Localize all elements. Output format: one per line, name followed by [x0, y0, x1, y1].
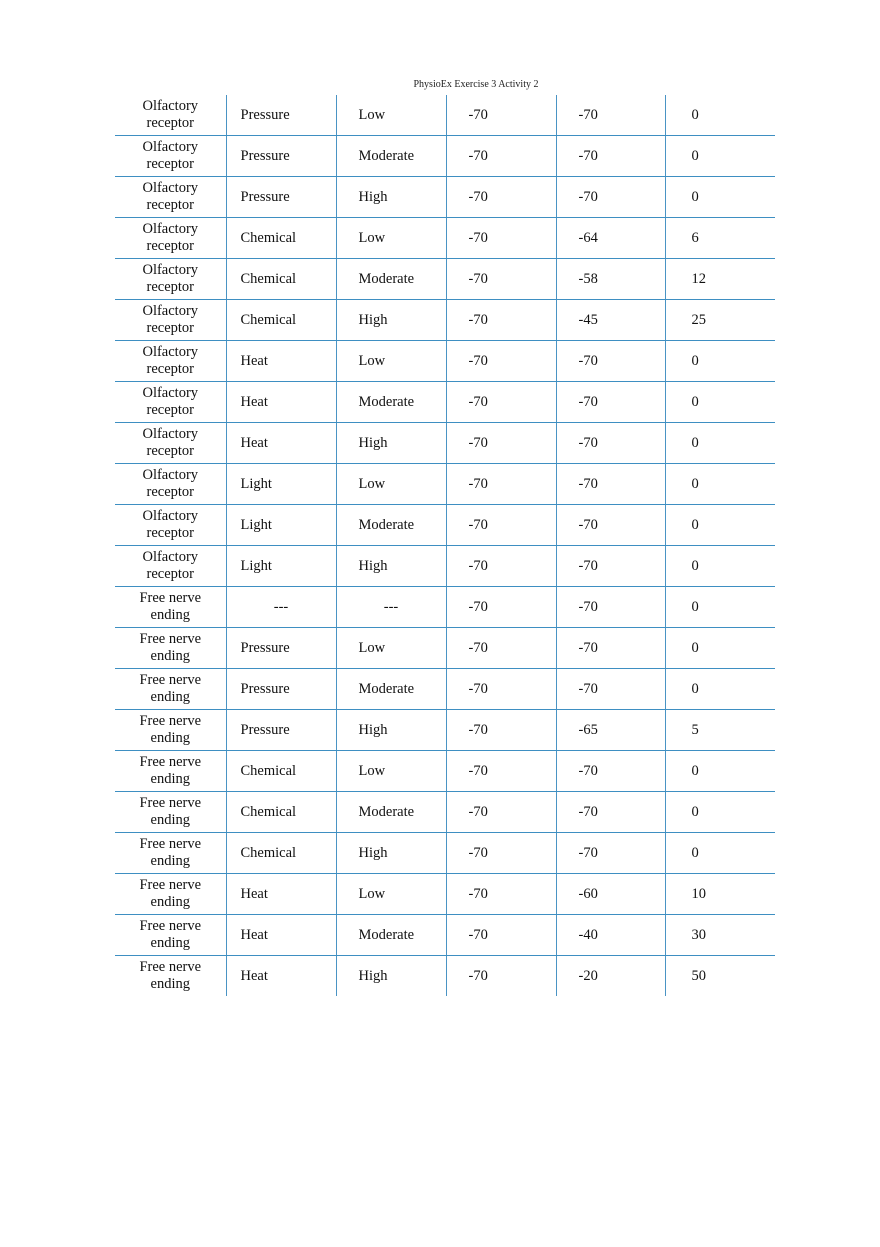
intensity-cell	[336, 382, 446, 423]
potential-change-cell	[665, 382, 775, 423]
modality-cell	[226, 669, 336, 710]
potential-change-cell-text: 0	[691, 639, 699, 656]
modality-cell	[226, 915, 336, 956]
receptor-cell	[115, 464, 226, 505]
receptor-cell-text: Olfactory receptor	[142, 508, 199, 541]
modality-cell-text: Heat	[240, 352, 268, 369]
receptor-cell-text: Free nerve ending	[139, 877, 202, 910]
potential-change-cell-text: 0	[691, 106, 699, 123]
modality-cell	[226, 505, 336, 546]
resting-potential-cell	[446, 177, 556, 218]
receptor-potential-cell-text: -70	[578, 188, 598, 205]
potential-change-cell-text: 0	[691, 598, 699, 615]
resting-potential-cell-text: -70	[468, 639, 488, 656]
resting-potential-cell-text: -70	[468, 311, 488, 328]
modality-cell-text: Pressure	[240, 639, 290, 656]
receptor-cell	[115, 95, 226, 136]
intensity-cell	[336, 300, 446, 341]
receptor-cell	[115, 956, 226, 997]
receptor-cell-text: Olfactory receptor	[142, 344, 199, 377]
receptor-potential-cell	[556, 751, 665, 792]
receptor-cell	[115, 218, 226, 259]
receptor-potential-cell	[556, 833, 665, 874]
intensity-cell	[336, 177, 446, 218]
table-row	[115, 177, 775, 218]
intensity-cell	[336, 95, 446, 136]
potential-change-cell	[665, 956, 775, 997]
receptor-potential-cell	[556, 95, 665, 136]
resting-potential-cell	[446, 546, 556, 587]
intensity-cell-text: High	[358, 188, 388, 205]
receptor-potential-cell-text: -70	[578, 639, 598, 656]
receptor-cell	[115, 546, 226, 587]
receptor-cell	[115, 710, 226, 751]
intensity-cell-text: Moderate	[358, 270, 415, 287]
receptor-potential-cell	[556, 136, 665, 177]
receptor-potential-cell-text: -60	[578, 885, 598, 902]
resting-potential-cell-text: -70	[468, 926, 488, 943]
receptor-cell-text: Free nerve ending	[139, 959, 202, 992]
intensity-cell	[336, 628, 446, 669]
potential-change-cell	[665, 464, 775, 505]
resting-potential-cell	[446, 628, 556, 669]
receptor-cell	[115, 751, 226, 792]
intensity-cell-text: ---	[383, 598, 399, 615]
resting-potential-cell-text: -70	[468, 721, 488, 738]
modality-cell	[226, 218, 336, 259]
resting-potential-cell	[446, 956, 556, 997]
receptor-potential-cell	[556, 423, 665, 464]
receptor-potential-cell	[556, 915, 665, 956]
table-row	[115, 505, 775, 546]
table-row	[115, 423, 775, 464]
resting-potential-cell	[446, 587, 556, 628]
table-row	[115, 382, 775, 423]
modality-cell	[226, 833, 336, 874]
modality-cell	[226, 587, 336, 628]
receptor-cell-text: Free nerve ending	[139, 754, 202, 787]
intensity-cell	[336, 587, 446, 628]
receptor-potential-cell-text: -70	[578, 762, 598, 779]
intensity-cell-text: Low	[358, 639, 386, 656]
modality-cell	[226, 792, 336, 833]
receptor-potential-cell-text: -65	[578, 721, 598, 738]
receptor-cell-text: Olfactory receptor	[142, 221, 199, 254]
resting-potential-cell-text: -70	[468, 270, 488, 287]
potential-change-cell	[665, 300, 775, 341]
receptor-cell	[115, 915, 226, 956]
resting-potential-cell-text: -70	[468, 393, 488, 410]
resting-potential-cell-text: -70	[468, 844, 488, 861]
receptor-potential-cell-text: -70	[578, 475, 598, 492]
intensity-cell	[336, 874, 446, 915]
receptor-cell-text: Free nerve ending	[139, 795, 202, 828]
receptor-cell	[115, 587, 226, 628]
potential-change-cell-text: 50	[691, 967, 706, 984]
receptor-cell	[115, 177, 226, 218]
receptor-cell-text: Olfactory receptor	[142, 262, 199, 295]
intensity-cell	[336, 669, 446, 710]
modality-cell-text: Pressure	[240, 721, 290, 738]
modality-cell-text: ---	[273, 598, 289, 615]
resting-potential-cell	[446, 505, 556, 546]
potential-change-cell	[665, 669, 775, 710]
intensity-cell-text: Low	[358, 885, 386, 902]
receptor-potential-cell-text: -70	[578, 434, 598, 451]
intensity-cell-text: Moderate	[358, 926, 415, 943]
receptor-potential-cell	[556, 956, 665, 997]
receptor-cell-text: Olfactory receptor	[142, 180, 199, 213]
resting-potential-cell-text: -70	[468, 147, 488, 164]
table-row	[115, 833, 775, 874]
potential-change-cell	[665, 341, 775, 382]
receptor-cell-text: Olfactory receptor	[142, 426, 199, 459]
potential-change-cell	[665, 177, 775, 218]
receptor-potential-cell-text: -70	[578, 803, 598, 820]
intensity-cell	[336, 218, 446, 259]
potential-change-cell-text: 0	[691, 803, 699, 820]
resting-potential-cell	[446, 751, 556, 792]
resting-potential-cell-text: -70	[468, 352, 488, 369]
resting-potential-cell-text: -70	[468, 557, 488, 574]
modality-cell-text: Chemical	[240, 229, 297, 246]
table-row	[115, 341, 775, 382]
resting-potential-cell	[446, 218, 556, 259]
modality-cell	[226, 95, 336, 136]
receptor-cell-text: Free nerve ending	[139, 631, 202, 664]
intensity-cell-text: Moderate	[358, 516, 415, 533]
receptor-potential-cell	[556, 874, 665, 915]
resting-potential-cell	[446, 382, 556, 423]
modality-cell-text: Chemical	[240, 311, 297, 328]
modality-cell	[226, 382, 336, 423]
intensity-cell-text: High	[358, 434, 388, 451]
modality-cell-text: Pressure	[240, 147, 290, 164]
modality-cell-text: Heat	[240, 967, 268, 984]
resting-potential-cell-text: -70	[468, 598, 488, 615]
intensity-cell	[336, 341, 446, 382]
intensity-cell-text: High	[358, 311, 388, 328]
modality-cell	[226, 546, 336, 587]
modality-cell	[226, 751, 336, 792]
intensity-cell-text: Low	[358, 229, 386, 246]
modality-cell-text: Heat	[240, 926, 268, 943]
resting-potential-cell-text: -70	[468, 762, 488, 779]
potential-change-cell	[665, 874, 775, 915]
table-row	[115, 710, 775, 751]
table-row	[115, 792, 775, 833]
table-body	[115, 95, 775, 996]
receptor-cell	[115, 669, 226, 710]
resting-potential-cell	[446, 669, 556, 710]
resting-potential-cell-text: -70	[468, 229, 488, 246]
intensity-cell	[336, 792, 446, 833]
intensity-cell	[336, 833, 446, 874]
potential-change-cell	[665, 95, 775, 136]
receptor-potential-cell	[556, 464, 665, 505]
modality-cell	[226, 300, 336, 341]
modality-cell	[226, 464, 336, 505]
receptor-cell	[115, 833, 226, 874]
potential-change-cell-text: 0	[691, 434, 699, 451]
table-row	[115, 464, 775, 505]
intensity-cell	[336, 546, 446, 587]
receptor-potential-cell-text: -70	[578, 516, 598, 533]
page-header: PhysioEx Exercise 3 Activity 2	[413, 79, 539, 90]
intensity-cell	[336, 136, 446, 177]
intensity-cell	[336, 915, 446, 956]
resting-potential-cell	[446, 915, 556, 956]
receptor-potential-cell-text: -70	[578, 598, 598, 615]
resting-potential-cell	[446, 95, 556, 136]
receptor-cell-text: Olfactory receptor	[142, 303, 199, 336]
potential-change-cell-text: 0	[691, 188, 699, 205]
receptor-potential-cell-text: -70	[578, 557, 598, 574]
potential-change-cell-text: 30	[691, 926, 706, 943]
modality-cell-text: Light	[240, 475, 272, 492]
potential-change-cell-text: 0	[691, 393, 699, 410]
receptor-cell-text: Free nerve ending	[139, 713, 202, 746]
table-row	[115, 751, 775, 792]
receptor-potential-cell-text: -40	[578, 926, 598, 943]
results-table	[115, 95, 775, 996]
modality-cell	[226, 628, 336, 669]
potential-change-cell-text: 5	[691, 721, 699, 738]
resting-potential-cell-text: -70	[468, 188, 488, 205]
modality-cell-text: Chemical	[240, 762, 297, 779]
table-row	[115, 300, 775, 341]
intensity-cell-text: High	[358, 557, 388, 574]
resting-potential-cell	[446, 300, 556, 341]
potential-change-cell-text: 6	[691, 229, 699, 246]
modality-cell-text: Light	[240, 557, 272, 574]
resting-potential-cell	[446, 833, 556, 874]
receptor-potential-cell-text: -20	[578, 967, 598, 984]
potential-change-cell-text: 0	[691, 680, 699, 697]
table-row	[115, 546, 775, 587]
receptor-cell	[115, 136, 226, 177]
table-row	[115, 956, 775, 997]
intensity-cell-text: High	[358, 967, 388, 984]
receptor-cell-text: Free nerve ending	[139, 590, 202, 623]
resting-potential-cell-text: -70	[468, 967, 488, 984]
intensity-cell	[336, 464, 446, 505]
modality-cell-text: Chemical	[240, 844, 297, 861]
receptor-cell-text: Olfactory receptor	[142, 549, 199, 582]
receptor-cell-text: Free nerve ending	[139, 836, 202, 869]
intensity-cell-text: Moderate	[358, 393, 415, 410]
intensity-cell	[336, 751, 446, 792]
modality-cell-text: Heat	[240, 885, 268, 902]
receptor-potential-cell-text: -64	[578, 229, 598, 246]
potential-change-cell	[665, 915, 775, 956]
resting-potential-cell	[446, 792, 556, 833]
intensity-cell-text: Moderate	[358, 680, 415, 697]
potential-change-cell	[665, 218, 775, 259]
receptor-cell	[115, 423, 226, 464]
potential-change-cell-text: 0	[691, 762, 699, 779]
modality-cell-text: Chemical	[240, 803, 297, 820]
modality-cell-text: Chemical	[240, 270, 297, 287]
intensity-cell-text: Low	[358, 762, 386, 779]
modality-cell	[226, 874, 336, 915]
potential-change-cell-text: 0	[691, 475, 699, 492]
table-row	[115, 218, 775, 259]
modality-cell-text: Pressure	[240, 680, 290, 697]
modality-cell-text: Heat	[240, 434, 268, 451]
intensity-cell-text: Low	[358, 106, 386, 123]
table-row	[115, 587, 775, 628]
potential-change-cell	[665, 423, 775, 464]
resting-potential-cell	[446, 710, 556, 751]
intensity-cell-text: High	[358, 844, 388, 861]
intensity-cell-text: Low	[358, 352, 386, 369]
modality-cell	[226, 423, 336, 464]
resting-potential-cell-text: -70	[468, 106, 488, 123]
potential-change-cell	[665, 833, 775, 874]
table-row	[115, 915, 775, 956]
potential-change-cell	[665, 628, 775, 669]
receptor-cell	[115, 874, 226, 915]
modality-cell	[226, 177, 336, 218]
receptor-cell-text: Free nerve ending	[139, 918, 202, 951]
modality-cell-text: Heat	[240, 393, 268, 410]
intensity-cell	[336, 710, 446, 751]
potential-change-cell-text: 10	[691, 885, 706, 902]
resting-potential-cell	[446, 464, 556, 505]
potential-change-cell-text: 25	[691, 311, 706, 328]
receptor-potential-cell-text: -70	[578, 147, 598, 164]
potential-change-cell	[665, 710, 775, 751]
modality-cell	[226, 710, 336, 751]
intensity-cell-text: Low	[358, 475, 386, 492]
receptor-cell-text: Free nerve ending	[139, 672, 202, 705]
receptor-cell-text: Olfactory receptor	[142, 98, 199, 131]
resting-potential-cell-text: -70	[468, 434, 488, 451]
intensity-cell	[336, 259, 446, 300]
potential-change-cell	[665, 587, 775, 628]
receptor-cell	[115, 341, 226, 382]
receptor-potential-cell-text: -70	[578, 393, 598, 410]
potential-change-cell	[665, 259, 775, 300]
potential-change-cell	[665, 136, 775, 177]
receptor-potential-cell-text: -70	[578, 680, 598, 697]
table-row	[115, 95, 775, 136]
receptor-potential-cell	[556, 628, 665, 669]
potential-change-cell-text: 0	[691, 557, 699, 574]
receptor-potential-cell	[556, 505, 665, 546]
potential-change-cell-text: 0	[691, 352, 699, 369]
intensity-cell-text: Moderate	[358, 147, 415, 164]
resting-potential-cell-text: -70	[468, 516, 488, 533]
table-row	[115, 669, 775, 710]
receptor-potential-cell-text: -45	[578, 311, 598, 328]
modality-cell	[226, 341, 336, 382]
receptor-cell-text: Olfactory receptor	[142, 139, 199, 172]
receptor-potential-cell	[556, 669, 665, 710]
modality-cell	[226, 136, 336, 177]
table-row	[115, 136, 775, 177]
potential-change-cell	[665, 505, 775, 546]
resting-potential-cell	[446, 136, 556, 177]
table-row	[115, 259, 775, 300]
receptor-potential-cell	[556, 587, 665, 628]
modality-cell	[226, 259, 336, 300]
resting-potential-cell	[446, 874, 556, 915]
intensity-cell	[336, 956, 446, 997]
intensity-cell	[336, 505, 446, 546]
receptor-potential-cell-text: -70	[578, 106, 598, 123]
receptor-potential-cell-text: -70	[578, 844, 598, 861]
receptor-potential-cell	[556, 382, 665, 423]
receptor-cell	[115, 505, 226, 546]
receptor-potential-cell	[556, 218, 665, 259]
receptor-cell	[115, 628, 226, 669]
resting-potential-cell	[446, 423, 556, 464]
modality-cell-text: Pressure	[240, 106, 290, 123]
resting-potential-cell-text: -70	[468, 885, 488, 902]
potential-change-cell	[665, 751, 775, 792]
intensity-cell	[336, 423, 446, 464]
modality-cell-text: Light	[240, 516, 272, 533]
modality-cell-text: Pressure	[240, 188, 290, 205]
receptor-cell-text: Olfactory receptor	[142, 385, 199, 418]
receptor-cell	[115, 792, 226, 833]
modality-cell	[226, 956, 336, 997]
receptor-cell	[115, 259, 226, 300]
potential-change-cell-text: 0	[691, 147, 699, 164]
potential-change-cell-text: 0	[691, 516, 699, 533]
receptor-potential-cell	[556, 710, 665, 751]
receptor-potential-cell	[556, 341, 665, 382]
receptor-potential-cell	[556, 259, 665, 300]
resting-potential-cell	[446, 341, 556, 382]
receptor-potential-cell-text: -70	[578, 352, 598, 369]
table-row	[115, 874, 775, 915]
receptor-cell	[115, 300, 226, 341]
receptor-potential-cell	[556, 177, 665, 218]
potential-change-cell-text: 0	[691, 844, 699, 861]
resting-potential-cell-text: -70	[468, 680, 488, 697]
receptor-cell	[115, 382, 226, 423]
receptor-potential-cell	[556, 300, 665, 341]
receptor-potential-cell	[556, 546, 665, 587]
resting-potential-cell-text: -70	[468, 803, 488, 820]
receptor-cell-text: Olfactory receptor	[142, 467, 199, 500]
table-row	[115, 628, 775, 669]
resting-potential-cell	[446, 259, 556, 300]
receptor-potential-cell-text: -58	[578, 270, 598, 287]
intensity-cell-text: Moderate	[358, 803, 415, 820]
potential-change-cell	[665, 546, 775, 587]
potential-change-cell-text: 12	[691, 270, 706, 287]
receptor-potential-cell	[556, 792, 665, 833]
resting-potential-cell-text: -70	[468, 475, 488, 492]
potential-change-cell	[665, 792, 775, 833]
intensity-cell-text: High	[358, 721, 388, 738]
